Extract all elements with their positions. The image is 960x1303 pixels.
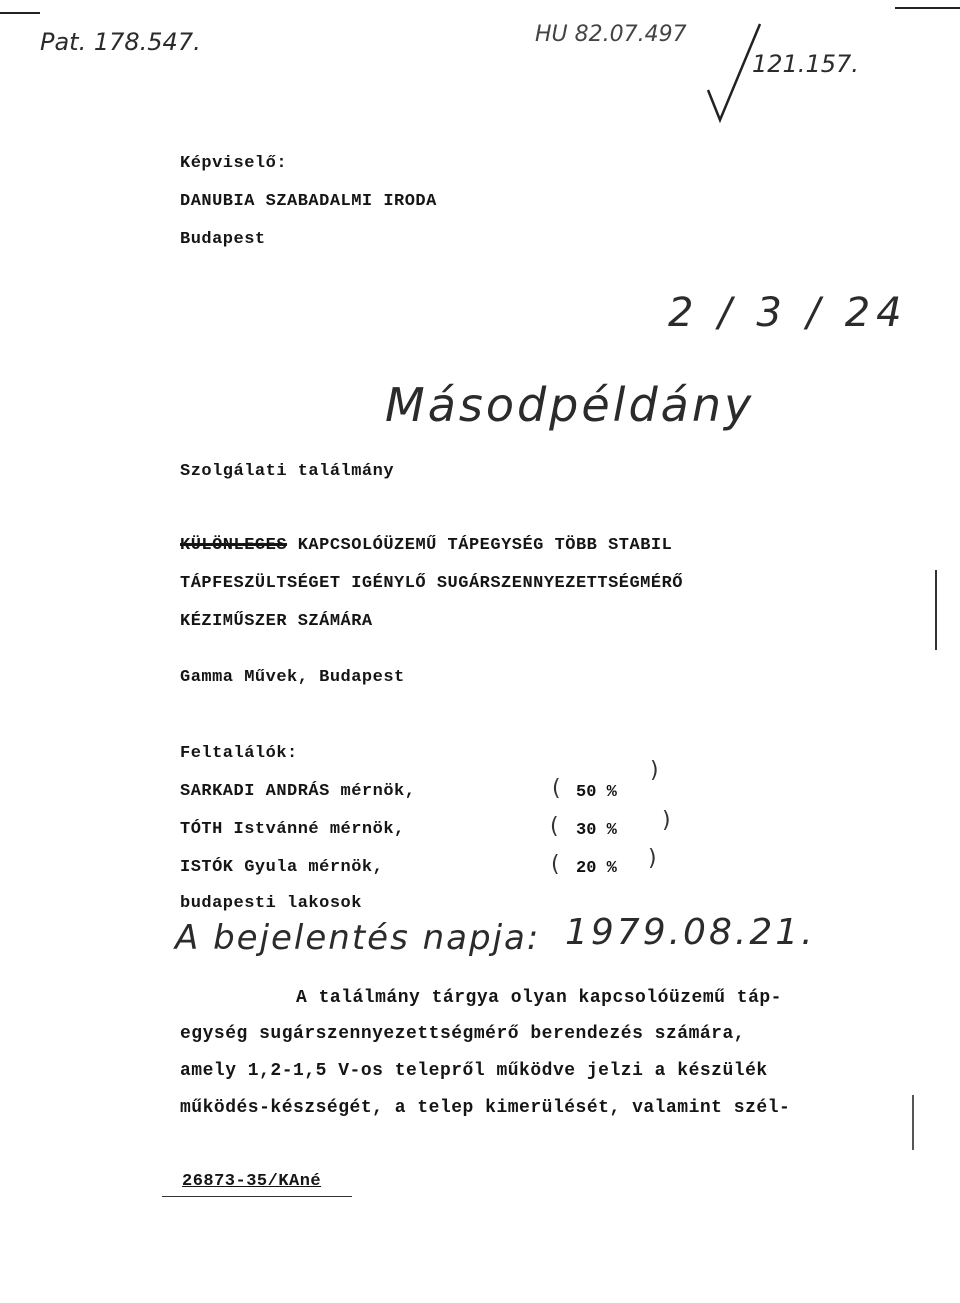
inventors-label: Feltalálók:: [180, 744, 298, 763]
inventor-3-name: ISTÓK Gyula mérnök,: [180, 858, 384, 877]
abstract-line-1: A találmány tárgya olyan kapcsolóüzemű táp-: [296, 988, 782, 1008]
title-line-1: [180, 536, 672, 555]
inventor-2-share: 30 %: [576, 821, 617, 840]
inventor-1-paren-close: ): [650, 758, 659, 783]
title-struck-word: KÜLÖNLEGES: [180, 536, 288, 555]
applicant: Gamma Művek, Budapest: [180, 668, 405, 687]
handwritten-duplicate-note: Másodpéldány: [385, 378, 755, 432]
top-rule-right: [895, 7, 960, 9]
handwritten-ref-left: Pat. 178.547.: [40, 28, 201, 56]
title-line-1-rest: KAPCSOLÓÜZEMŰ TÁPEGYSÉG TÖBB STABIL: [297, 536, 673, 555]
inventor-2-paren-open: (: [550, 814, 559, 839]
inventors-residence: budapesti lakosok: [180, 894, 362, 913]
title-line-2: TÁPFESZÜLTSÉGET IGÉNYLŐ SUGÁRSZENNYEZETTSÉGMÉRŐ: [180, 574, 683, 593]
handwritten-filing-date: 1979.08.21.: [565, 912, 816, 953]
handwritten-number: 2 / 3 / 24: [668, 290, 908, 336]
footer-code: 26873-35/KAné: [182, 1172, 322, 1191]
inventor-1-paren-open: (: [552, 776, 561, 801]
representative-city: Budapest: [180, 230, 266, 249]
top-rule-left: [0, 12, 40, 14]
inventor-3-share: 20 %: [576, 859, 617, 878]
abstract-line-4: működés-készségét, a telep kimerülését, valamint szél-: [180, 1098, 791, 1118]
abstract-line-2: egység sugárszennyezettségmérő berendezés számára,: [180, 1024, 746, 1044]
inventor-2-paren-close: ): [662, 808, 671, 833]
inventor-3-paren-close: ): [648, 846, 657, 871]
margin-mark-right: [935, 570, 937, 650]
representative-label: Képviselő:: [180, 154, 288, 173]
check-mark-icon: [700, 20, 770, 130]
inventor-1-name: SARKADI ANDRÁS mérnök,: [180, 782, 416, 801]
representative-firm: DANUBIA SZABADALMI IRODA: [180, 192, 437, 211]
title-line-3: KÉZIMŰSZER SZÁMÁRA: [180, 612, 373, 631]
margin-mark-right-bottom: [912, 1095, 914, 1150]
handwritten-ref-middle: HU 82.07.497: [535, 22, 687, 47]
footer-underline: [162, 1196, 352, 1197]
invention-type: Szolgálati találmány: [180, 462, 395, 481]
inventor-3-paren-open: (: [551, 852, 560, 877]
inventor-1-share: 50 %: [576, 783, 617, 802]
abstract-line-3: amely 1,2-1,5 V-os telepről működve jelzi a készülék: [180, 1061, 768, 1081]
inventor-2-name: TÓTH Istvánné mérnök,: [180, 820, 405, 839]
handwritten-filing-label: A bejelentés napja:: [175, 918, 541, 958]
handwritten-ref-right: 121.157.: [752, 50, 859, 78]
